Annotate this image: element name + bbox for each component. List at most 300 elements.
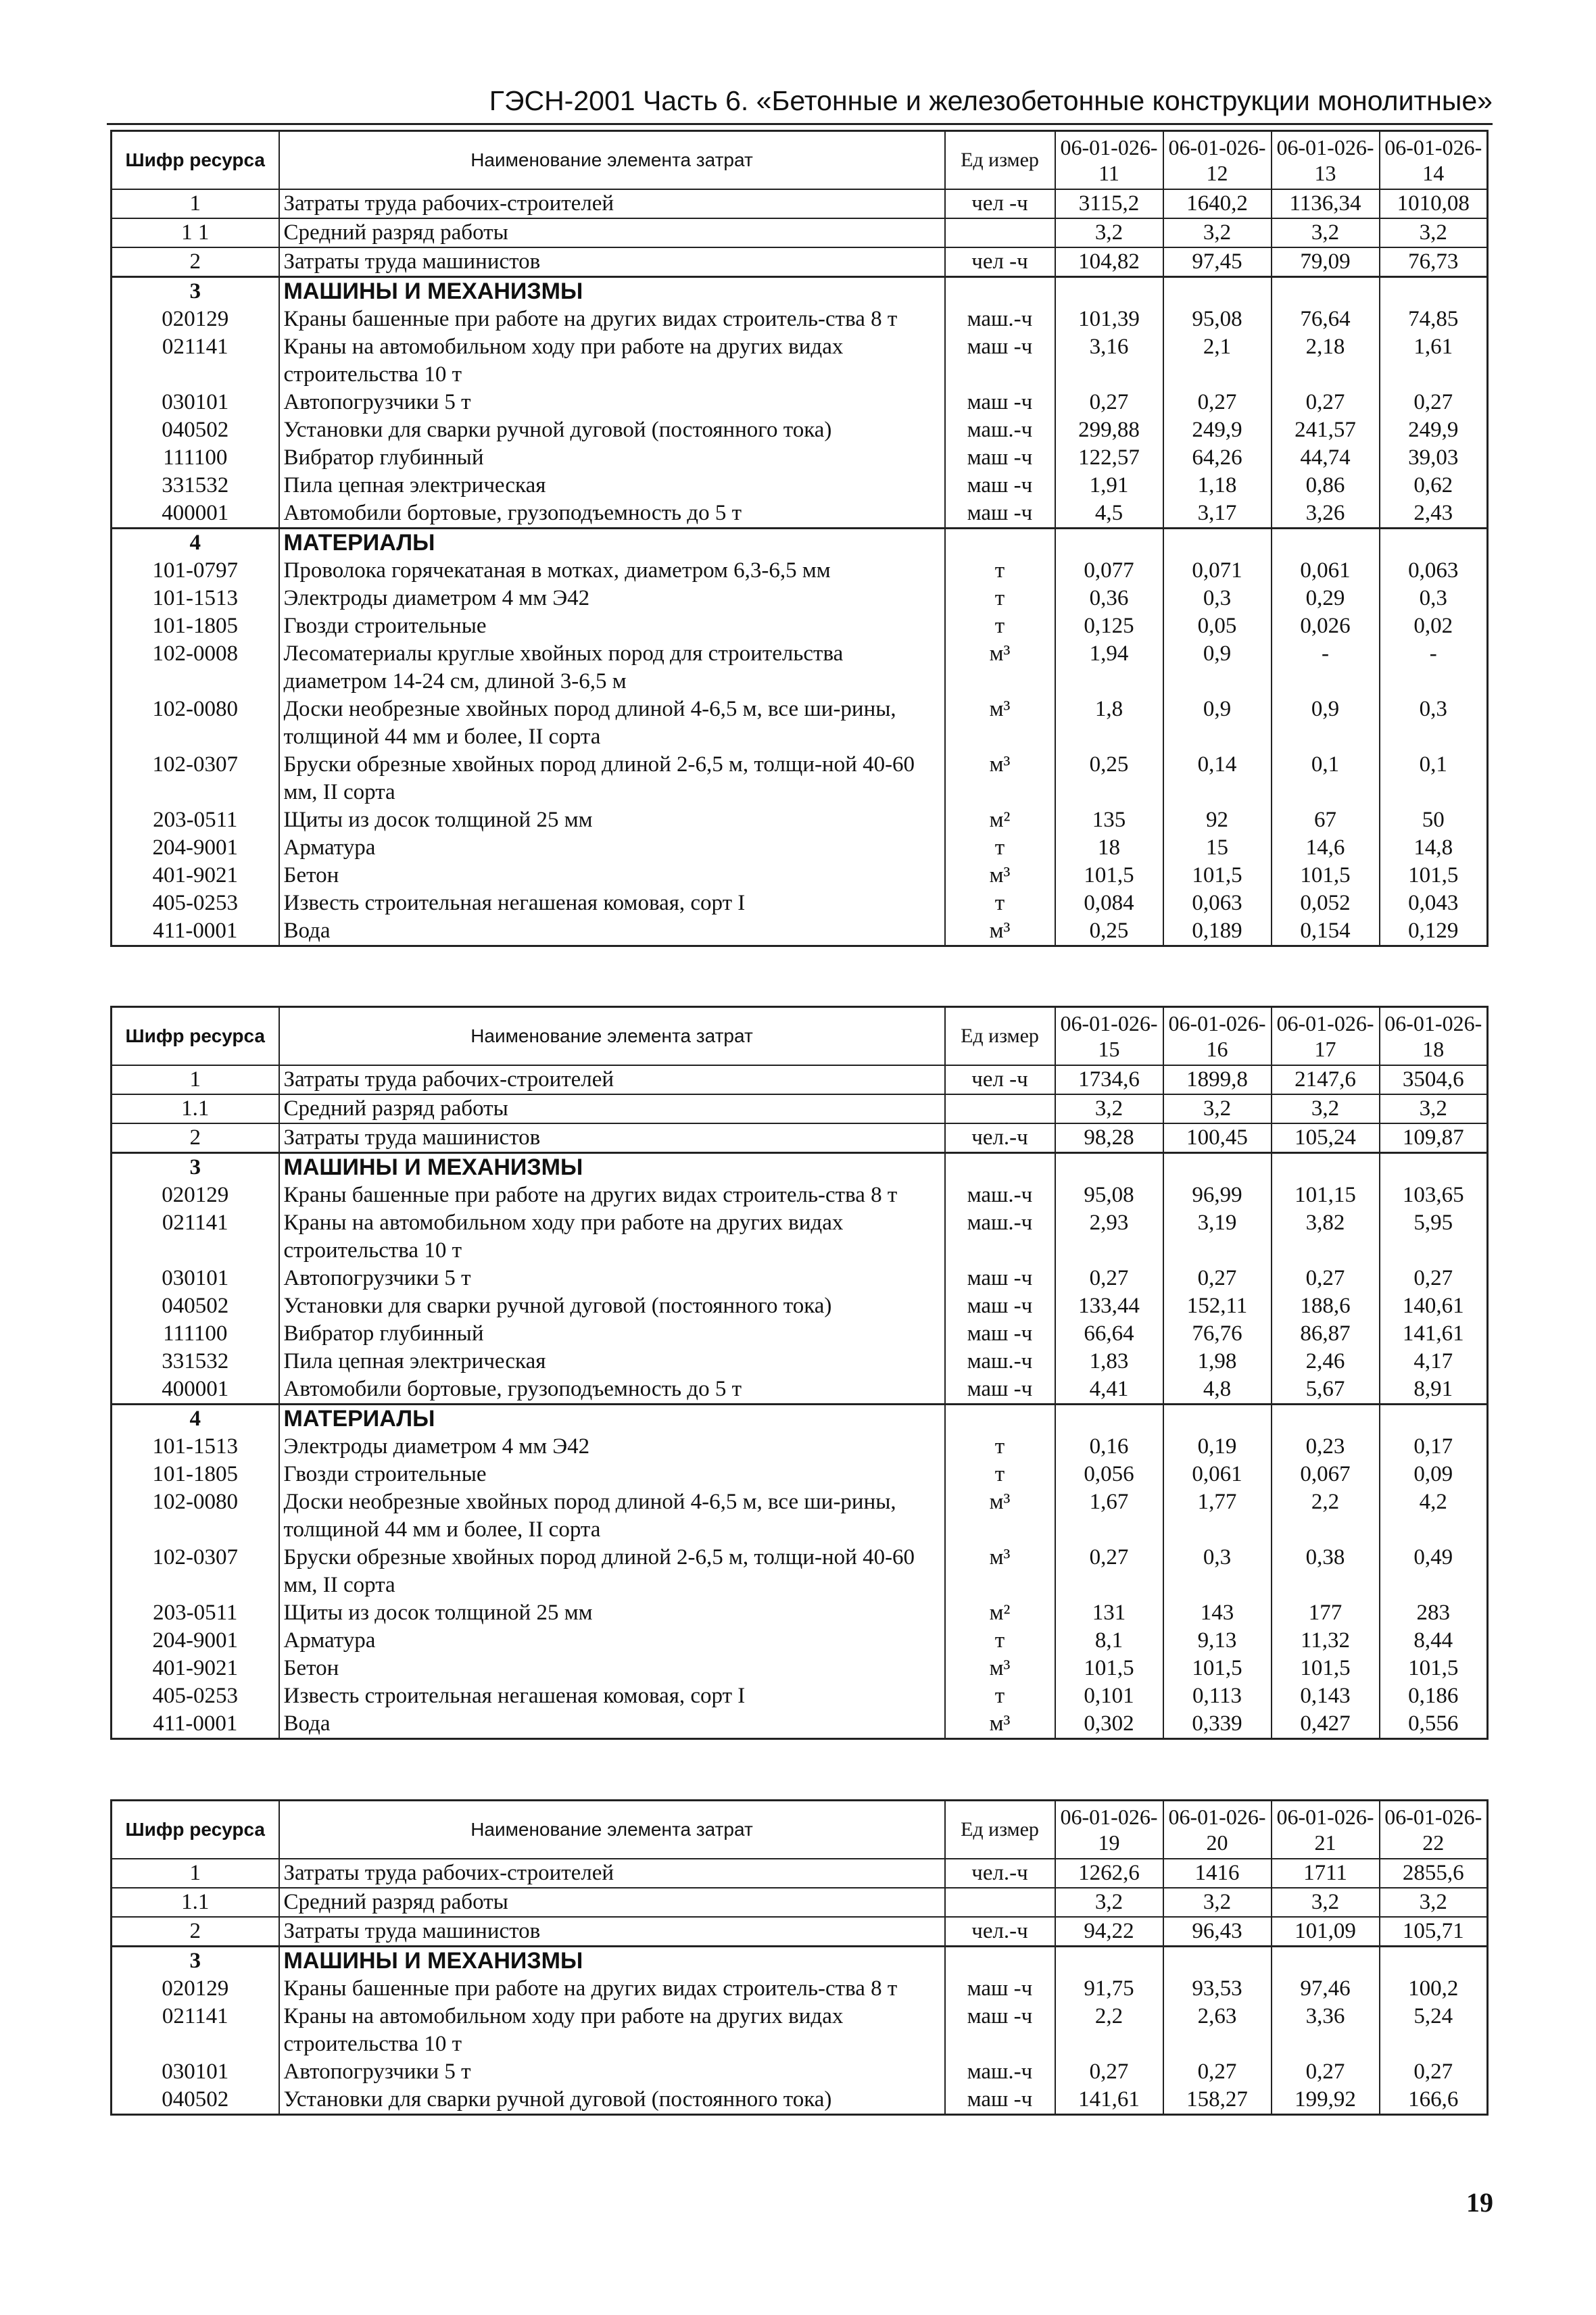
table-row bbox=[112, 1975, 1488, 2003]
resource-value bbox=[1272, 529, 1380, 558]
resource-value: 0,101 bbox=[1055, 1682, 1163, 1710]
resource-value: 109,87 bbox=[1380, 1123, 1488, 1153]
table-row bbox=[112, 472, 1488, 499]
resource-unit: м³ bbox=[945, 696, 1055, 751]
resource-code: 101-0797 bbox=[112, 557, 279, 585]
resource-value: 0,27 bbox=[1380, 2058, 1488, 2086]
resource-name: Гвозди строительные bbox=[279, 1461, 945, 1488]
resource-value: 0,9 bbox=[1163, 696, 1272, 751]
section-row bbox=[112, 1153, 1488, 1182]
resource-unit bbox=[945, 218, 1055, 247]
resource-value: 101,5 bbox=[1163, 862, 1272, 890]
resource-value: 0,143 bbox=[1272, 1682, 1380, 1710]
resource-code: 1.1 bbox=[112, 1094, 279, 1123]
resource-value: 0,25 bbox=[1055, 751, 1163, 806]
resource-value: 1711 bbox=[1272, 1859, 1380, 1888]
resource-value: 100,2 bbox=[1380, 1975, 1488, 2003]
resource-name: Вибратор глубинный bbox=[279, 444, 945, 472]
resource-unit: чел -ч bbox=[945, 1065, 1055, 1094]
table-row bbox=[112, 585, 1488, 612]
resource-unit: т bbox=[945, 1433, 1055, 1461]
resource-value: 2,2 bbox=[1272, 1488, 1380, 1544]
resource-code: 021141 bbox=[112, 1209, 279, 1265]
resource-value: 0,1 bbox=[1380, 751, 1488, 806]
resource-value: 93,53 bbox=[1163, 1975, 1272, 2003]
resource-value: 14,6 bbox=[1272, 834, 1380, 862]
resource-value: 11,32 bbox=[1272, 1627, 1380, 1655]
resource-value: 100,45 bbox=[1163, 1123, 1272, 1153]
resource-value: 283 bbox=[1380, 1599, 1488, 1627]
resource-unit: маш -ч bbox=[945, 333, 1055, 389]
header-code: Шифр ресурса bbox=[112, 1801, 279, 1859]
resource-value: 79,09 bbox=[1272, 247, 1380, 277]
resource-code: 021141 bbox=[112, 2003, 279, 2058]
resource-unit: чел -ч bbox=[945, 247, 1055, 277]
resource-name: Гвозди строительные bbox=[279, 612, 945, 640]
resource-value: 86,87 bbox=[1272, 1320, 1380, 1348]
resource-table-3 bbox=[110, 1799, 1489, 2116]
resource-value: 0,3 bbox=[1380, 585, 1488, 612]
resource-value: 1,77 bbox=[1163, 1488, 1272, 1544]
resource-value: 241,57 bbox=[1272, 416, 1380, 444]
resource-value: 141,61 bbox=[1380, 1320, 1488, 1348]
resource-name: Арматура bbox=[279, 834, 945, 862]
resource-unit: маш.-ч bbox=[945, 1209, 1055, 1265]
resource-value bbox=[1163, 277, 1272, 306]
resource-value: 0,38 bbox=[1272, 1544, 1380, 1599]
header-code: Шифр ресурса bbox=[112, 131, 279, 190]
resource-value bbox=[1380, 1153, 1488, 1182]
resource-value: 0,9 bbox=[1163, 640, 1272, 696]
resource-value: 97,46 bbox=[1272, 1975, 1380, 2003]
resource-value: 0,49 bbox=[1380, 1544, 1488, 1599]
resource-unit: м³ bbox=[945, 751, 1055, 806]
resource-name: Пила цепная электрическая bbox=[279, 1348, 945, 1375]
section-row bbox=[112, 1947, 1488, 1976]
resource-value bbox=[1055, 1405, 1163, 1434]
resource-value bbox=[1380, 1947, 1488, 1976]
resource-code: 2 bbox=[112, 1917, 279, 1947]
resource-value: 1136,34 bbox=[1272, 189, 1380, 218]
resource-value: 3,2 bbox=[1272, 218, 1380, 247]
resource-value: 105,71 bbox=[1380, 1917, 1488, 1947]
resource-name: Автомобили бортовые, грузоподъемность до 5 т bbox=[279, 499, 945, 529]
resource-value: 3,2 bbox=[1380, 1888, 1488, 1917]
resource-name: Электроды диаметром 4 мм Э42 bbox=[279, 1433, 945, 1461]
resource-unit: маш -ч bbox=[945, 1975, 1055, 2003]
resource-code: 3 bbox=[112, 1153, 279, 1182]
resource-name: Вода bbox=[279, 917, 945, 946]
resource-value: 166,6 bbox=[1380, 2086, 1488, 2115]
resource-value: 4,17 bbox=[1380, 1348, 1488, 1375]
resource-value: 0,067 bbox=[1272, 1461, 1380, 1488]
resource-value: 76,64 bbox=[1272, 306, 1380, 333]
section-row bbox=[112, 277, 1488, 306]
table-row bbox=[112, 1065, 1488, 1094]
resource-value: 152,11 bbox=[1163, 1292, 1272, 1320]
resource-name: Средний разряд работы bbox=[279, 1888, 945, 1917]
resource-value: 0,026 bbox=[1272, 612, 1380, 640]
resource-value: 0,302 bbox=[1055, 1710, 1163, 1739]
resource-unit: т bbox=[945, 612, 1055, 640]
resource-name: Затраты труда рабочих-строителей bbox=[279, 189, 945, 218]
resource-value: 3,2 bbox=[1272, 1094, 1380, 1123]
resource-value bbox=[1272, 1405, 1380, 1434]
resource-value: 3,16 bbox=[1055, 333, 1163, 389]
resource-value: 0,27 bbox=[1055, 2058, 1163, 2086]
resource-unit: м³ bbox=[945, 640, 1055, 696]
resource-name: Установки для сварки ручной дуговой (постоянного тока) bbox=[279, 2086, 945, 2115]
resource-value: 3,2 bbox=[1272, 1888, 1380, 1917]
resource-code: 331532 bbox=[112, 1348, 279, 1375]
resource-unit: м³ bbox=[945, 862, 1055, 890]
resource-value: 67 bbox=[1272, 806, 1380, 834]
resource-value: 0,1 bbox=[1272, 751, 1380, 806]
resource-name: Краны на автомобильном ходу при работе на других видах строительства 10 т bbox=[279, 1209, 945, 1265]
resource-value: 96,99 bbox=[1163, 1181, 1272, 1209]
resource-value: 74,85 bbox=[1380, 306, 1488, 333]
resource-code: 405-0253 bbox=[112, 1682, 279, 1710]
table-row bbox=[112, 1292, 1488, 1320]
resource-value: 0,3 bbox=[1163, 1544, 1272, 1599]
resource-code: 102-0080 bbox=[112, 1488, 279, 1544]
table-header-row bbox=[112, 1007, 1488, 1066]
resource-value: 1010,08 bbox=[1380, 189, 1488, 218]
resource-value: 0,427 bbox=[1272, 1710, 1380, 1739]
resource-code: 030101 bbox=[112, 2058, 279, 2086]
resource-code: 111100 bbox=[112, 1320, 279, 1348]
resource-name: Электроды диаметром 4 мм Э42 bbox=[279, 585, 945, 612]
resource-code: 040502 bbox=[112, 2086, 279, 2115]
resource-value bbox=[1055, 1947, 1163, 1976]
resource-value: 1734,6 bbox=[1055, 1065, 1163, 1094]
table-row bbox=[112, 189, 1488, 218]
resource-value: 0,052 bbox=[1272, 890, 1380, 917]
resource-value: 76,73 bbox=[1380, 247, 1488, 277]
resource-name: Краны башенные при работе на других видах строитель-ства 8 т bbox=[279, 306, 945, 333]
resource-code: 400001 bbox=[112, 499, 279, 529]
resource-name: Краны на автомобильном ходу при работе на других видах строительства 10 т bbox=[279, 333, 945, 389]
resource-name: Краны башенные при работе на других видах строитель-ства 8 т bbox=[279, 1181, 945, 1209]
header-unit: Ед измер bbox=[945, 1007, 1055, 1066]
resource-value: 101,5 bbox=[1163, 1655, 1272, 1682]
resource-name: Затраты труда машинистов bbox=[279, 247, 945, 277]
resource-value: 135 bbox=[1055, 806, 1163, 834]
resource-value bbox=[1055, 529, 1163, 558]
resource-value: 0,16 bbox=[1055, 1433, 1163, 1461]
resource-unit: маш.-ч bbox=[945, 306, 1055, 333]
resource-value: 18 bbox=[1055, 834, 1163, 862]
header-code: Шифр ресурса bbox=[112, 1007, 279, 1066]
table-row bbox=[112, 834, 1488, 862]
resource-value: 44,74 bbox=[1272, 444, 1380, 472]
resource-code: 1 bbox=[112, 189, 279, 218]
resource-value: 0,27 bbox=[1163, 389, 1272, 416]
resource-value: 101,5 bbox=[1380, 1655, 1488, 1682]
table-row bbox=[112, 1348, 1488, 1375]
resource-value bbox=[1380, 277, 1488, 306]
header-norm-code: 06-01-026-13 bbox=[1272, 131, 1380, 190]
resource-table-1 bbox=[110, 130, 1489, 947]
table-row bbox=[112, 499, 1488, 529]
resource-name: Затраты труда рабочих-строителей bbox=[279, 1065, 945, 1094]
resource-value: 2147,6 bbox=[1272, 1065, 1380, 1094]
resource-value: 0,02 bbox=[1380, 612, 1488, 640]
resource-unit: т bbox=[945, 557, 1055, 585]
resource-value bbox=[1272, 1153, 1380, 1182]
table-row bbox=[112, 389, 1488, 416]
page-header bbox=[107, 81, 1493, 125]
resource-name: Вода bbox=[279, 1710, 945, 1739]
table-row bbox=[112, 1859, 1488, 1888]
resource-value: 188,6 bbox=[1272, 1292, 1380, 1320]
table-row bbox=[112, 890, 1488, 917]
resource-value: 0,061 bbox=[1163, 1461, 1272, 1488]
table-row bbox=[112, 917, 1488, 946]
resource-value: 0,043 bbox=[1380, 890, 1488, 917]
resource-name: Пила цепная электрическая bbox=[279, 472, 945, 499]
resource-value: 76,76 bbox=[1163, 1320, 1272, 1348]
resource-value: 95,08 bbox=[1055, 1181, 1163, 1209]
table-row bbox=[112, 1599, 1488, 1627]
resource-code: 102-0307 bbox=[112, 1544, 279, 1599]
resource-name: Щиты из досок толщиной 25 мм bbox=[279, 806, 945, 834]
header-norm-code: 06-01-026-11 bbox=[1055, 131, 1163, 190]
resource-value: 101,09 bbox=[1272, 1917, 1380, 1947]
resource-value bbox=[1380, 1405, 1488, 1434]
resource-code: 021141 bbox=[112, 333, 279, 389]
resource-value: 8,1 bbox=[1055, 1627, 1163, 1655]
table-row bbox=[112, 2058, 1488, 2086]
header-norm-code: 06-01-026-17 bbox=[1272, 1007, 1380, 1066]
resource-value bbox=[1163, 1405, 1272, 1434]
resource-value: 101,5 bbox=[1272, 1655, 1380, 1682]
table-row bbox=[112, 1433, 1488, 1461]
resource-value: 1,18 bbox=[1163, 472, 1272, 499]
resource-code: 4 bbox=[112, 529, 279, 558]
resource-unit bbox=[945, 529, 1055, 558]
resource-value bbox=[1163, 529, 1272, 558]
resource-unit: м³ bbox=[945, 1544, 1055, 1599]
resource-value: 0,19 bbox=[1163, 1433, 1272, 1461]
resource-code: 102-0008 bbox=[112, 640, 279, 696]
header-unit: Ед измер bbox=[945, 1801, 1055, 1859]
resource-code: 203-0511 bbox=[112, 806, 279, 834]
header-norm-code: 06-01-026-20 bbox=[1163, 1801, 1272, 1859]
header-unit: Ед измер bbox=[945, 131, 1055, 190]
resource-name: Автопогрузчики 5 т bbox=[279, 389, 945, 416]
resource-code: 020129 bbox=[112, 1181, 279, 1209]
resource-value: 0,3 bbox=[1380, 696, 1488, 751]
resource-code: 331532 bbox=[112, 472, 279, 499]
resource-value bbox=[1055, 277, 1163, 306]
resource-value: 0,62 bbox=[1380, 472, 1488, 499]
resource-value: 0,36 bbox=[1055, 585, 1163, 612]
resource-value: 66,64 bbox=[1055, 1320, 1163, 1348]
resource-value: 1262,6 bbox=[1055, 1859, 1163, 1888]
table-row bbox=[112, 1181, 1488, 1209]
resource-name: Доски необрезные хвойных пород длиной 4-6,5 м, все ши-рины, толщиной 44 мм и более, II сорта bbox=[279, 1488, 945, 1544]
resource-name: Лесоматериалы круглые хвойных пород для строительства диаметром 14-24 см, длиной 3-6,5 м bbox=[279, 640, 945, 696]
table-row bbox=[112, 416, 1488, 444]
resource-unit bbox=[945, 1405, 1055, 1434]
table-row bbox=[112, 1655, 1488, 1682]
resource-unit: маш -ч bbox=[945, 1375, 1055, 1405]
resource-value: 3,2 bbox=[1055, 1888, 1163, 1917]
resource-name: Краны башенные при работе на других видах строитель-ства 8 т bbox=[279, 1975, 945, 2003]
resource-value: 5,24 bbox=[1380, 2003, 1488, 2058]
table-row bbox=[112, 612, 1488, 640]
header-name: Наименование элемента затрат bbox=[279, 1007, 945, 1066]
resource-value: 9,13 bbox=[1163, 1627, 1272, 1655]
resource-value: 97,45 bbox=[1163, 247, 1272, 277]
resource-value bbox=[1055, 1153, 1163, 1182]
resource-value bbox=[1272, 277, 1380, 306]
resource-name: Бруски обрезные хвойных пород длиной 2-6,5 м, толщи-ной 40-60 мм, II сорта bbox=[279, 751, 945, 806]
resource-value: 2855,6 bbox=[1380, 1859, 1488, 1888]
resource-name: МАШИНЫ И МЕХАНИЗМЫ bbox=[279, 1153, 945, 1182]
table-row bbox=[112, 696, 1488, 751]
resource-value: 0,061 bbox=[1272, 557, 1380, 585]
resource-name: Известь строительная негашеная комовая, сорт I bbox=[279, 890, 945, 917]
table-row bbox=[112, 218, 1488, 247]
table-row bbox=[112, 1544, 1488, 1599]
header-norm-code: 06-01-026-18 bbox=[1380, 1007, 1488, 1066]
resource-name: Арматура bbox=[279, 1627, 945, 1655]
resource-value: 101,5 bbox=[1380, 862, 1488, 890]
resource-value: 2,46 bbox=[1272, 1348, 1380, 1375]
resource-value: 8,44 bbox=[1380, 1627, 1488, 1655]
resource-value: 3,2 bbox=[1055, 218, 1163, 247]
resource-value: 1,61 bbox=[1380, 333, 1488, 389]
resource-name: Доски необрезные хвойных пород длиной 4-6,5 м, все ши-рины, толщиной 44 мм и более, II сорта bbox=[279, 696, 945, 751]
resource-value: 141,61 bbox=[1055, 2086, 1163, 2115]
resource-value: 0,29 bbox=[1272, 585, 1380, 612]
resource-value: 3,19 bbox=[1163, 1209, 1272, 1265]
resource-value: 0,27 bbox=[1163, 2058, 1272, 2086]
resource-name: МАШИНЫ И МЕХАНИЗМЫ bbox=[279, 277, 945, 306]
resource-code: 101-1513 bbox=[112, 1433, 279, 1461]
resource-code: 1.1 bbox=[112, 1888, 279, 1917]
resource-value bbox=[1272, 1947, 1380, 1976]
table-row bbox=[112, 806, 1488, 834]
resource-code: 102-0307 bbox=[112, 751, 279, 806]
resource-name: Проволока горячекатаная в мотках, диаметром 6,3-6,5 мм bbox=[279, 557, 945, 585]
resource-value: 0,084 bbox=[1055, 890, 1163, 917]
resource-unit bbox=[945, 1888, 1055, 1917]
resource-value: 91,75 bbox=[1055, 1975, 1163, 2003]
resource-value: 0,063 bbox=[1163, 890, 1272, 917]
table-row bbox=[112, 1094, 1488, 1123]
resource-value: 3,2 bbox=[1380, 218, 1488, 247]
resource-value: 0,23 bbox=[1272, 1433, 1380, 1461]
resource-value: 92 bbox=[1163, 806, 1272, 834]
resource-value: 140,61 bbox=[1380, 1292, 1488, 1320]
resource-unit: т bbox=[945, 834, 1055, 862]
table-row bbox=[112, 1265, 1488, 1292]
header-name: Наименование элемента затрат bbox=[279, 131, 945, 190]
resource-value: 8,91 bbox=[1380, 1375, 1488, 1405]
resource-value: 0,125 bbox=[1055, 612, 1163, 640]
resource-code: 400001 bbox=[112, 1375, 279, 1405]
resource-value: 1,91 bbox=[1055, 472, 1163, 499]
resource-name: Средний разряд работы bbox=[279, 218, 945, 247]
resource-value: 101,5 bbox=[1055, 862, 1163, 890]
resource-value: 4,41 bbox=[1055, 1375, 1163, 1405]
resource-value: 1,67 bbox=[1055, 1488, 1163, 1544]
table-row bbox=[112, 247, 1488, 277]
resource-unit: т bbox=[945, 1682, 1055, 1710]
resource-unit: м³ bbox=[945, 1655, 1055, 1682]
table-row bbox=[112, 1123, 1488, 1153]
resource-value: 0,27 bbox=[1380, 1265, 1488, 1292]
resource-unit: чел.-ч bbox=[945, 1917, 1055, 1947]
resource-value: 0,14 bbox=[1163, 751, 1272, 806]
resource-value: 14,8 bbox=[1380, 834, 1488, 862]
table-row bbox=[112, 1375, 1488, 1405]
resource-value: 2,1 bbox=[1163, 333, 1272, 389]
header-norm-code: 06-01-026-15 bbox=[1055, 1007, 1163, 1066]
resource-name: Краны на автомобильном ходу при работе на других видах строительства 10 т bbox=[279, 2003, 945, 2058]
header-norm-code: 06-01-026-14 bbox=[1380, 131, 1488, 190]
table-row bbox=[112, 2003, 1488, 2058]
resource-unit bbox=[945, 1947, 1055, 1976]
header-norm-code: 06-01-026-22 bbox=[1380, 1801, 1488, 1859]
resource-unit: м³ bbox=[945, 1488, 1055, 1544]
resource-name: Средний разряд работы bbox=[279, 1094, 945, 1123]
resource-value: 122,57 bbox=[1055, 444, 1163, 472]
resource-value: 3,2 bbox=[1055, 1094, 1163, 1123]
resource-value: 0,113 bbox=[1163, 1682, 1272, 1710]
resource-unit: маш -ч bbox=[945, 472, 1055, 499]
resource-name: Автопогрузчики 5 т bbox=[279, 2058, 945, 2086]
resource-code: 1 bbox=[112, 1859, 279, 1888]
header-name: Наименование элемента затрат bbox=[279, 1801, 945, 1859]
resource-value: 98,28 bbox=[1055, 1123, 1163, 1153]
resource-value: 101,5 bbox=[1055, 1655, 1163, 1682]
resource-value: 0,056 bbox=[1055, 1461, 1163, 1488]
resource-value: 50 bbox=[1380, 806, 1488, 834]
section-row bbox=[112, 529, 1488, 558]
resource-name: Установки для сварки ручной дуговой (постоянного тока) bbox=[279, 416, 945, 444]
table-row bbox=[112, 1627, 1488, 1655]
resource-value: 0,27 bbox=[1272, 2058, 1380, 2086]
resource-value: 39,03 bbox=[1380, 444, 1488, 472]
resource-value: 0,09 bbox=[1380, 1461, 1488, 1488]
section-row bbox=[112, 1405, 1488, 1434]
resource-code: 3 bbox=[112, 277, 279, 306]
resource-value: 1,83 bbox=[1055, 1348, 1163, 1375]
resource-value: 0,27 bbox=[1272, 1265, 1380, 1292]
table-row bbox=[112, 1917, 1488, 1947]
resource-value: 1899,8 bbox=[1163, 1065, 1272, 1094]
resource-value: 103,65 bbox=[1380, 1181, 1488, 1209]
resource-value: 3,17 bbox=[1163, 499, 1272, 529]
resource-value: 131 bbox=[1055, 1599, 1163, 1627]
resource-code: 411-0001 bbox=[112, 917, 279, 946]
resource-code: 101-1805 bbox=[112, 612, 279, 640]
resource-value: 96,43 bbox=[1163, 1917, 1272, 1947]
resource-value: 104,82 bbox=[1055, 247, 1163, 277]
resource-value: 0,556 bbox=[1380, 1710, 1488, 1739]
table-header-row bbox=[112, 131, 1488, 190]
table-row bbox=[112, 862, 1488, 890]
resource-name: Вибратор глубинный bbox=[279, 1320, 945, 1348]
resource-value: 101,15 bbox=[1272, 1181, 1380, 1209]
resource-code: 203-0511 bbox=[112, 1599, 279, 1627]
resource-unit: маш -ч bbox=[945, 2003, 1055, 2058]
resource-code: 040502 bbox=[112, 416, 279, 444]
